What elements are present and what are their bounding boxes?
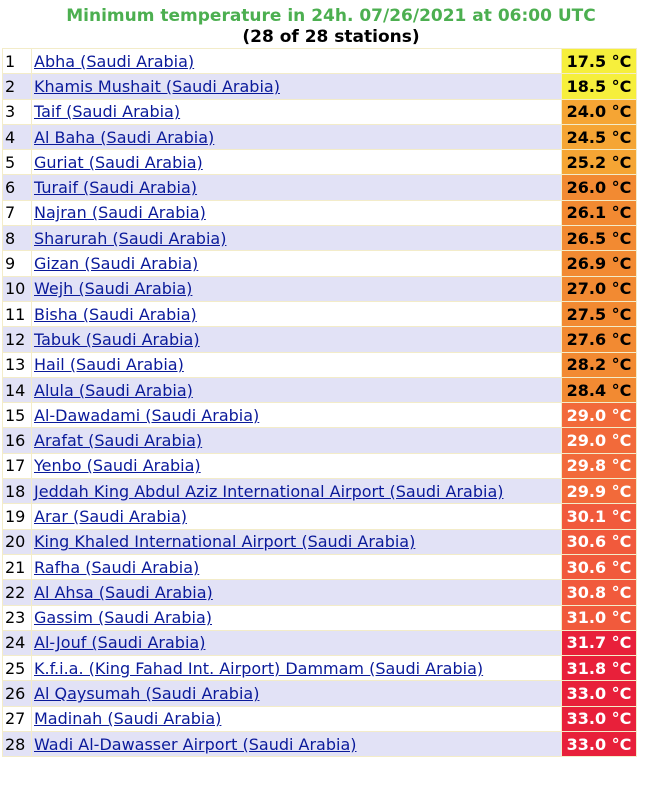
- temperature-value: 26.5 °C: [562, 226, 636, 250]
- station-name-cell: [32, 606, 561, 630]
- station-link[interactable]: Arar (Saudi Arabia): [34, 506, 187, 526]
- table-row: [3, 555, 636, 579]
- station-link[interactable]: Khamis Mushait (Saudi Arabia): [34, 76, 280, 96]
- station-rank: 23: [3, 606, 31, 630]
- station-name-cell: [32, 732, 561, 756]
- station-rank: 18: [3, 479, 31, 503]
- station-rank: 16: [3, 428, 31, 452]
- station-name-cell: [32, 428, 561, 452]
- station-name-cell: [32, 555, 561, 579]
- stations-table-body: [3, 49, 636, 756]
- station-rank: 24: [3, 631, 31, 655]
- station-link[interactable]: Yenbo (Saudi Arabia): [34, 456, 201, 476]
- temperature-value: 17.5 °C: [562, 49, 636, 73]
- table-row: [3, 454, 636, 478]
- table-row: [3, 504, 636, 528]
- station-name-cell: [32, 226, 561, 250]
- station-rank: 5: [3, 150, 31, 174]
- temperature-value: 25.2 °C: [562, 150, 636, 174]
- station-rank: 17: [3, 454, 31, 478]
- station-link[interactable]: Rafha (Saudi Arabia): [34, 557, 200, 577]
- station-name-cell: [32, 251, 561, 275]
- temperature-value: 18.5 °C: [562, 74, 636, 98]
- station-rank: 10: [3, 277, 31, 301]
- station-name-cell: [32, 530, 561, 554]
- temperature-value: 24.5 °C: [562, 125, 636, 149]
- station-name-cell: [32, 479, 561, 503]
- station-name-cell: [32, 707, 561, 731]
- temperature-value: 30.1 °C: [562, 504, 636, 528]
- station-link[interactable]: Madinah (Saudi Arabia): [34, 709, 222, 729]
- station-name-cell: [32, 353, 561, 377]
- temperature-value: 30.6 °C: [562, 555, 636, 579]
- station-rank: 12: [3, 327, 31, 351]
- station-name-cell: [32, 656, 561, 680]
- station-link[interactable]: Taif (Saudi Arabia): [34, 102, 181, 122]
- temperature-value: 31.0 °C: [562, 606, 636, 630]
- station-name-cell: [32, 100, 561, 124]
- table-row: [3, 580, 636, 604]
- page-title: Minimum temperature in 24h. 07/26/2021 at 06:00 UTC: [66, 6, 596, 26]
- table-row: [3, 428, 636, 452]
- temperature-value: 26.0 °C: [562, 175, 636, 199]
- station-link[interactable]: Najran (Saudi Arabia): [34, 203, 206, 223]
- station-rank: 13: [3, 353, 31, 377]
- temperature-value: 27.5 °C: [562, 302, 636, 326]
- stations-table: [2, 48, 637, 757]
- station-link[interactable]: Wejh (Saudi Arabia): [34, 279, 193, 299]
- table-row: [3, 353, 636, 377]
- temperature-value: 27.0 °C: [562, 277, 636, 301]
- station-link[interactable]: Al Baha (Saudi Arabia): [34, 127, 215, 147]
- station-name-cell: [32, 201, 561, 225]
- station-rank: 9: [3, 251, 31, 275]
- temperature-value: 29.0 °C: [562, 403, 636, 427]
- table-row: [3, 707, 636, 731]
- station-name-cell: [32, 631, 561, 655]
- station-name-cell: [32, 681, 561, 705]
- station-rank: 14: [3, 378, 31, 402]
- station-name-cell: [32, 504, 561, 528]
- temperature-value: 33.0 °C: [562, 732, 636, 756]
- page-header: [0, 0, 662, 47]
- table-row: [3, 277, 636, 301]
- temperature-value: 31.8 °C: [562, 656, 636, 680]
- table-row: [3, 100, 636, 124]
- station-rank: 21: [3, 555, 31, 579]
- temperature-value: 26.9 °C: [562, 251, 636, 275]
- station-name-cell: [32, 327, 561, 351]
- station-name-cell: [32, 580, 561, 604]
- temperature-value: 29.0 °C: [562, 428, 636, 452]
- table-row: [3, 74, 636, 98]
- table-row: [3, 732, 636, 756]
- station-link[interactable]: Arafat (Saudi Arabia): [34, 431, 203, 451]
- table-row: [3, 530, 636, 554]
- temperature-value: 33.0 °C: [562, 681, 636, 705]
- temperature-value: 30.8 °C: [562, 580, 636, 604]
- station-rank: 8: [3, 226, 31, 250]
- station-name-cell: [32, 125, 561, 149]
- temperature-value: 30.6 °C: [562, 530, 636, 554]
- station-link[interactable]: Tabuk (Saudi Arabia): [34, 329, 200, 349]
- station-link[interactable]: Gassim (Saudi Arabia): [34, 608, 212, 628]
- table-row: [3, 201, 636, 225]
- station-name-cell: [32, 378, 561, 402]
- station-rank: 15: [3, 403, 31, 427]
- table-row: [3, 302, 636, 326]
- station-rank: 2: [3, 74, 31, 98]
- temperature-value: 29.8 °C: [562, 454, 636, 478]
- temperature-value: 28.4 °C: [562, 378, 636, 402]
- station-rank: 11: [3, 302, 31, 326]
- station-link[interactable]: Jeddah King Abdul Aziz International Airport (Saudi Arabia): [34, 481, 504, 501]
- station-link[interactable]: Al Ahsa (Saudi Arabia): [34, 582, 213, 602]
- station-rank: 3: [3, 100, 31, 124]
- station-name-cell: [32, 302, 561, 326]
- station-link[interactable]: K.f.i.a. (King Fahad Int. Airport) Dammam (Saudi Arabia): [34, 658, 484, 678]
- station-name-cell: [32, 49, 561, 73]
- station-count: (28 of 28 stations): [242, 27, 420, 47]
- station-rank: 20: [3, 530, 31, 554]
- station-rank: 28: [3, 732, 31, 756]
- table-row: [3, 150, 636, 174]
- station-link[interactable]: Al-Dawadami (Saudi Arabia): [34, 405, 260, 425]
- station-name-cell: [32, 150, 561, 174]
- table-row: [3, 403, 636, 427]
- station-rank: 27: [3, 707, 31, 731]
- station-name-cell: [32, 454, 561, 478]
- station-rank: 19: [3, 504, 31, 528]
- station-link[interactable]: Guriat (Saudi Arabia): [34, 152, 203, 172]
- temperature-value: 28.2 °C: [562, 353, 636, 377]
- table-row: [3, 631, 636, 655]
- table-row: [3, 226, 636, 250]
- temperature-value: 26.1 °C: [562, 201, 636, 225]
- station-link[interactable]: Alula (Saudi Arabia): [34, 380, 193, 400]
- station-name-cell: [32, 74, 561, 98]
- station-link[interactable]: Hail (Saudi Arabia): [34, 355, 184, 375]
- table-row: [3, 251, 636, 275]
- temperature-value: 27.6 °C: [562, 327, 636, 351]
- table-row: [3, 479, 636, 503]
- station-link[interactable]: Al-Jouf (Saudi Arabia): [34, 633, 206, 653]
- station-name-cell: [32, 403, 561, 427]
- table-row: [3, 656, 636, 680]
- station-rank: 22: [3, 580, 31, 604]
- station-link[interactable]: Bisha (Saudi Arabia): [34, 304, 197, 324]
- station-rank: 7: [3, 201, 31, 225]
- temperature-value: 24.0 °C: [562, 100, 636, 124]
- temperature-value: 33.0 °C: [562, 707, 636, 731]
- station-rank: 26: [3, 681, 31, 705]
- table-row: [3, 49, 636, 73]
- station-link[interactable]: Wadi Al-Dawasser Airport (Saudi Arabia): [34, 734, 357, 754]
- station-link[interactable]: Abha (Saudi Arabia): [34, 51, 195, 71]
- station-rank: 6: [3, 175, 31, 199]
- temperature-value: 31.7 °C: [562, 631, 636, 655]
- table-row: [3, 175, 636, 199]
- station-rank: 4: [3, 125, 31, 149]
- station-link[interactable]: Gizan (Saudi Arabia): [34, 254, 199, 274]
- station-name-cell: [32, 277, 561, 301]
- station-rank: 1: [3, 49, 31, 73]
- temperature-value: 29.9 °C: [562, 479, 636, 503]
- station-name-cell: [32, 175, 561, 199]
- station-link[interactable]: King Khaled International Airport (Saudi Arabia): [34, 532, 416, 552]
- table-row: [3, 606, 636, 630]
- table-row: [3, 327, 636, 351]
- table-row: [3, 378, 636, 402]
- station-link[interactable]: Turaif (Saudi Arabia): [34, 178, 198, 198]
- station-link[interactable]: Sharurah (Saudi Arabia): [34, 228, 227, 248]
- table-row: [3, 681, 636, 705]
- station-rank: 25: [3, 656, 31, 680]
- station-link[interactable]: Al Qaysumah (Saudi Arabia): [34, 684, 260, 704]
- table-row: [3, 125, 636, 149]
